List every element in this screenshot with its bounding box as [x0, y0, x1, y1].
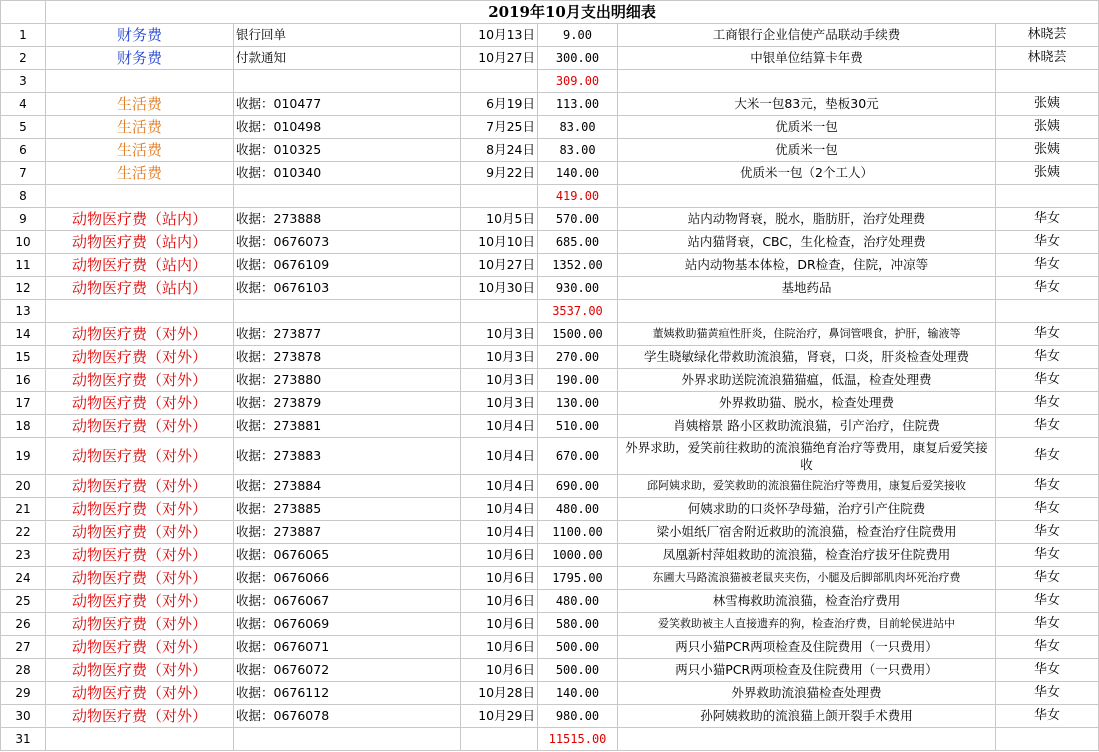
- description-cell[interactable]: 大米一包83元，垫板30元: [618, 93, 996, 116]
- receipt-cell[interactable]: 收据：273883: [234, 438, 461, 475]
- date-cell[interactable]: 10月10日: [461, 231, 538, 254]
- description-cell[interactable]: [618, 70, 996, 93]
- receipt-cell[interactable]: 收据：273880: [234, 369, 461, 392]
- amount-cell[interactable]: 140.00: [538, 682, 618, 705]
- category-cell[interactable]: 动物医疗费（对外）: [46, 369, 234, 392]
- category-cell[interactable]: 动物医疗费（站内）: [46, 231, 234, 254]
- description-cell[interactable]: 中银单位结算卡年费: [618, 47, 996, 70]
- receipt-cell[interactable]: 收据：010340: [234, 162, 461, 185]
- table-row: [1, 567, 1099, 590]
- category-cell[interactable]: 动物医疗费（对外）: [46, 323, 234, 346]
- table-row: [1, 544, 1099, 567]
- handler-cell[interactable]: 华女: [996, 415, 1099, 438]
- table-row: [1, 705, 1099, 728]
- date-cell[interactable]: [461, 728, 538, 751]
- date-cell[interactable]: 10月5日: [461, 208, 538, 231]
- description-cell[interactable]: 工商银行企业信使产品联动手续费: [618, 24, 996, 47]
- receipt-cell[interactable]: 收据：273885: [234, 498, 461, 521]
- receipt-cell[interactable]: 收据：0676078: [234, 705, 461, 728]
- table-row: [1, 323, 1099, 346]
- date-cell[interactable]: 10月3日: [461, 323, 538, 346]
- amount-cell[interactable]: 113.00: [538, 93, 618, 116]
- category-cell[interactable]: [46, 185, 234, 208]
- category-cell[interactable]: 动物医疗费（对外）: [46, 705, 234, 728]
- table-row: [1, 369, 1099, 392]
- subtotal-row: [1, 728, 1099, 751]
- receipt-cell[interactable]: 收据：010325: [234, 139, 461, 162]
- handler-cell[interactable]: 华女: [996, 567, 1099, 590]
- description-cell[interactable]: [618, 300, 996, 323]
- receipt-cell[interactable]: 收据：273877: [234, 323, 461, 346]
- handler-cell[interactable]: [996, 185, 1099, 208]
- date-cell[interactable]: 9月22日: [461, 162, 538, 185]
- table-row: [1, 93, 1099, 116]
- date-cell[interactable]: 10月6日: [461, 590, 538, 613]
- description-cell[interactable]: 邱阿姨求助，爱笑救助的流浪猫住院治疗等费用，康复后爱笑接收: [618, 475, 996, 498]
- row-index-cell[interactable]: 15: [1, 346, 46, 369]
- date-cell[interactable]: 10月6日: [461, 636, 538, 659]
- subtotal-row: [1, 300, 1099, 323]
- date-cell[interactable]: [461, 300, 538, 323]
- description-cell[interactable]: 梁小姐纸厂宿舍附近救助的流浪猫，检查治疗住院费用: [618, 521, 996, 544]
- row-index-cell[interactable]: 11: [1, 254, 46, 277]
- receipt-cell[interactable]: 收据：0676071: [234, 636, 461, 659]
- amount-cell[interactable]: 1100.00: [538, 521, 618, 544]
- handler-cell[interactable]: 华女: [996, 346, 1099, 369]
- row-index-cell[interactable]: 19: [1, 438, 46, 475]
- handler-cell[interactable]: [996, 728, 1099, 751]
- date-cell[interactable]: 7月25日: [461, 116, 538, 139]
- subtotal-amount-cell[interactable]: 309.00: [538, 70, 618, 93]
- handler-cell[interactable]: 张姨: [996, 139, 1099, 162]
- date-cell[interactable]: [461, 70, 538, 93]
- date-cell[interactable]: 10月3日: [461, 392, 538, 415]
- date-cell[interactable]: 10月6日: [461, 613, 538, 636]
- row-index-cell[interactable]: 9: [1, 208, 46, 231]
- receipt-cell[interactable]: [234, 728, 461, 751]
- receipt-cell[interactable]: 收据：0676103: [234, 277, 461, 300]
- category-cell[interactable]: 动物医疗费（对外）: [46, 392, 234, 415]
- description-cell[interactable]: 站内动物肾衰，脱水，脂肪肝，治疗处理费: [618, 208, 996, 231]
- row-index-cell[interactable]: 26: [1, 613, 46, 636]
- receipt-cell[interactable]: 收据：0676073: [234, 231, 461, 254]
- description-cell[interactable]: 外界求助送院流浪猫猫瘟，低温，检查处理费: [618, 369, 996, 392]
- handler-cell[interactable]: 华女: [996, 521, 1099, 544]
- description-cell[interactable]: 凤凰新村萍姐救助的流浪猫，检查治疗拔牙住院费用: [618, 544, 996, 567]
- receipt-cell[interactable]: 收据：273887: [234, 521, 461, 544]
- receipt-cell[interactable]: 收据：010477: [234, 93, 461, 116]
- amount-cell[interactable]: 570.00: [538, 208, 618, 231]
- category-cell[interactable]: 动物医疗费（站内）: [46, 208, 234, 231]
- handler-cell[interactable]: 华女: [996, 544, 1099, 567]
- title-row: [1, 1, 1099, 24]
- description-cell[interactable]: 优质米一包: [618, 139, 996, 162]
- description-cell[interactable]: 优质米一包（2个工人）: [618, 162, 996, 185]
- handler-cell[interactable]: 华女: [996, 705, 1099, 728]
- table-row: [1, 139, 1099, 162]
- date-cell[interactable]: 10月4日: [461, 415, 538, 438]
- amount-cell[interactable]: 500.00: [538, 659, 618, 682]
- subtotal-amount-cell[interactable]: 3537.00: [538, 300, 618, 323]
- category-cell[interactable]: 动物医疗费（对外）: [46, 544, 234, 567]
- description-cell[interactable]: 优质米一包: [618, 116, 996, 139]
- description-cell[interactable]: 肖姨榕景 路小区救助流浪猫，引产治疗，住院费: [618, 415, 996, 438]
- table-row: [1, 162, 1099, 185]
- table-row: [1, 659, 1099, 682]
- category-cell[interactable]: 动物医疗费（站内）: [46, 277, 234, 300]
- amount-cell[interactable]: 480.00: [538, 498, 618, 521]
- category-cell[interactable]: 动物医疗费（对外）: [46, 415, 234, 438]
- date-cell[interactable]: [461, 185, 538, 208]
- date-cell[interactable]: 10月30日: [461, 277, 538, 300]
- receipt-cell[interactable]: [234, 70, 461, 93]
- row-index-cell[interactable]: 14: [1, 323, 46, 346]
- date-cell[interactable]: 6月19日: [461, 93, 538, 116]
- receipt-cell[interactable]: 收据：0676065: [234, 544, 461, 567]
- date-cell[interactable]: 10月3日: [461, 369, 538, 392]
- receipt-cell[interactable]: 收据：010498: [234, 116, 461, 139]
- description-cell[interactable]: 东圃大马路流浪猫被老鼠夹夹伤，小腿及后脚部肌肉坏死治疗费: [618, 567, 996, 590]
- table-row: [1, 392, 1099, 415]
- receipt-cell[interactable]: 收据：273888: [234, 208, 461, 231]
- subtotal-amount-cell[interactable]: 419.00: [538, 185, 618, 208]
- row-index-cell[interactable]: 17: [1, 392, 46, 415]
- row-index-cell[interactable]: 18: [1, 415, 46, 438]
- description-cell[interactable]: 林雪梅救助流浪猫，检查治疗费用: [618, 590, 996, 613]
- table-row: [1, 231, 1099, 254]
- date-cell[interactable]: 10月4日: [461, 438, 538, 475]
- row-index-cell[interactable]: 31: [1, 728, 46, 751]
- handler-cell[interactable]: 张姨: [996, 93, 1099, 116]
- category-cell[interactable]: 动物医疗费（对外）: [46, 475, 234, 498]
- category-cell[interactable]: 动物医疗费（对外）: [46, 590, 234, 613]
- receipt-cell[interactable]: [234, 300, 461, 323]
- handler-cell[interactable]: 华女: [996, 323, 1099, 346]
- table-row: [1, 47, 1099, 70]
- table-row: [1, 24, 1099, 47]
- table-row: [1, 521, 1099, 544]
- amount-cell[interactable]: 930.00: [538, 277, 618, 300]
- category-cell[interactable]: 动物医疗费（对外）: [46, 659, 234, 682]
- amount-cell[interactable]: 1352.00: [538, 254, 618, 277]
- category-cell[interactable]: 动物医疗费（对外）: [46, 346, 234, 369]
- row-index-cell[interactable]: 13: [1, 300, 46, 323]
- amount-cell[interactable]: 140.00: [538, 162, 618, 185]
- handler-cell[interactable]: 华女: [996, 231, 1099, 254]
- amount-cell[interactable]: 685.00: [538, 231, 618, 254]
- row-index-cell[interactable]: 16: [1, 369, 46, 392]
- category-cell[interactable]: 动物医疗费（对外）: [46, 613, 234, 636]
- category-cell[interactable]: 财务费: [46, 47, 234, 70]
- receipt-cell[interactable]: 收据：0676109: [234, 254, 461, 277]
- subtotal-row: [1, 70, 1099, 93]
- handler-cell[interactable]: 华女: [996, 682, 1099, 705]
- receipt-cell[interactable]: 收据：0676069: [234, 613, 461, 636]
- description-cell[interactable]: [618, 185, 996, 208]
- description-cell[interactable]: 外界救助流浪猫检查处理费: [618, 682, 996, 705]
- handler-cell[interactable]: 华女: [996, 636, 1099, 659]
- row-index-cell[interactable]: 6: [1, 139, 46, 162]
- table-row: [1, 415, 1099, 438]
- category-cell[interactable]: 动物医疗费（对外）: [46, 636, 234, 659]
- table-row: [1, 475, 1099, 498]
- category-cell[interactable]: 动物医疗费（对外）: [46, 567, 234, 590]
- handler-cell[interactable]: 华女: [996, 277, 1099, 300]
- handler-cell[interactable]: 林晓芸: [996, 24, 1099, 47]
- description-cell[interactable]: 两只小猫PCR两项检查及住院费用（一只费用）: [618, 636, 996, 659]
- amount-cell[interactable]: 83.00: [538, 139, 618, 162]
- handler-cell[interactable]: 华女: [996, 590, 1099, 613]
- amount-cell[interactable]: 190.00: [538, 369, 618, 392]
- table-row: [1, 438, 1099, 475]
- date-cell[interactable]: 10月3日: [461, 346, 538, 369]
- description-cell[interactable]: 站内猫肾衰，CBC，生化检查，治疗处理费: [618, 231, 996, 254]
- receipt-cell[interactable]: 银行回单: [234, 24, 461, 47]
- receipt-cell[interactable]: 收据：0676066: [234, 567, 461, 590]
- date-cell[interactable]: 10月28日: [461, 682, 538, 705]
- amount-cell[interactable]: 500.00: [538, 636, 618, 659]
- date-cell[interactable]: 10月27日: [461, 254, 538, 277]
- description-cell[interactable]: 董姨救助猫黄疸性肝炎，住院治疗，鼻饲管喂食，护肝，输液等: [618, 323, 996, 346]
- category-cell[interactable]: 动物医疗费（对外）: [46, 521, 234, 544]
- handler-cell[interactable]: 华女: [996, 613, 1099, 636]
- row-index-cell[interactable]: 24: [1, 567, 46, 590]
- subtotal-row: [1, 185, 1099, 208]
- table-row: [1, 636, 1099, 659]
- category-cell[interactable]: [46, 728, 234, 751]
- date-cell[interactable]: 10月4日: [461, 521, 538, 544]
- receipt-cell[interactable]: 付款通知: [234, 47, 461, 70]
- description-cell[interactable]: 爱笑救助被主人直接遗弃的狗，检查治疗费，目前轮侯进站中: [618, 613, 996, 636]
- handler-cell[interactable]: 张姨: [996, 116, 1099, 139]
- handler-cell[interactable]: 张姨: [996, 162, 1099, 185]
- row-index-cell[interactable]: 10: [1, 231, 46, 254]
- handler-cell[interactable]: 华女: [996, 438, 1099, 475]
- date-cell[interactable]: 10月6日: [461, 544, 538, 567]
- category-cell[interactable]: 生活费: [46, 93, 234, 116]
- description-cell[interactable]: 外界救助猫、脱水，检查处理费: [618, 392, 996, 415]
- receipt-cell[interactable]: 收据：0676072: [234, 659, 461, 682]
- subtotal-amount-cell[interactable]: 11515.00: [538, 728, 618, 751]
- amount-cell[interactable]: 130.00: [538, 392, 618, 415]
- handler-cell[interactable]: [996, 70, 1099, 93]
- row-index-cell[interactable]: 8: [1, 185, 46, 208]
- description-cell[interactable]: 孙阿姨救助的流浪猫上颌开裂手术费用: [618, 705, 996, 728]
- description-cell[interactable]: 外界求助，爱笑前往救助的流浪猫绝育治疗等费用，康复后爱笑接收: [618, 438, 996, 475]
- row-index-cell[interactable]: 21: [1, 498, 46, 521]
- category-cell[interactable]: 财务费: [46, 24, 234, 47]
- amount-cell[interactable]: 1795.00: [538, 567, 618, 590]
- description-cell[interactable]: [618, 728, 996, 751]
- handler-cell[interactable]: 林晓芸: [996, 47, 1099, 70]
- description-cell[interactable]: 站内动物基本体检，DR检查，住院，冲凉等: [618, 254, 996, 277]
- title-row-index-cell[interactable]: [1, 1, 46, 24]
- amount-cell[interactable]: 1500.00: [538, 323, 618, 346]
- row-index-cell[interactable]: 28: [1, 659, 46, 682]
- table-row: [1, 254, 1099, 277]
- row-index-cell[interactable]: 2: [1, 47, 46, 70]
- row-index-cell[interactable]: 1: [1, 24, 46, 47]
- handler-cell[interactable]: 华女: [996, 498, 1099, 521]
- handler-cell[interactable]: 华女: [996, 208, 1099, 231]
- receipt-cell[interactable]: [234, 185, 461, 208]
- handler-cell[interactable]: 华女: [996, 254, 1099, 277]
- handler-cell[interactable]: 华女: [996, 392, 1099, 415]
- date-cell[interactable]: 10月4日: [461, 498, 538, 521]
- amount-cell[interactable]: 580.00: [538, 613, 618, 636]
- receipt-cell[interactable]: 收据：0676067: [234, 590, 461, 613]
- category-cell[interactable]: 生活费: [46, 162, 234, 185]
- date-cell[interactable]: 10月13日: [461, 24, 538, 47]
- row-index-cell[interactable]: 30: [1, 705, 46, 728]
- category-cell[interactable]: 动物医疗费（对外）: [46, 682, 234, 705]
- description-cell[interactable]: 何姨求助的口炎怀孕母猫，治疗引产住院费: [618, 498, 996, 521]
- handler-cell[interactable]: [996, 300, 1099, 323]
- row-index-cell[interactable]: 7: [1, 162, 46, 185]
- date-cell[interactable]: 10月27日: [461, 47, 538, 70]
- table-row: [1, 682, 1099, 705]
- receipt-cell[interactable]: 收据：273878: [234, 346, 461, 369]
- table-row: [1, 498, 1099, 521]
- row-index-cell[interactable]: 4: [1, 93, 46, 116]
- date-cell[interactable]: 10月4日: [461, 475, 538, 498]
- table-row: [1, 277, 1099, 300]
- amount-cell[interactable]: 980.00: [538, 705, 618, 728]
- receipt-cell[interactable]: 收据：273881: [234, 415, 461, 438]
- amount-cell[interactable]: 480.00: [538, 590, 618, 613]
- row-index-cell[interactable]: 22: [1, 521, 46, 544]
- category-cell[interactable]: [46, 300, 234, 323]
- handler-cell[interactable]: 华女: [996, 659, 1099, 682]
- row-index-cell[interactable]: 23: [1, 544, 46, 567]
- table-row: [1, 590, 1099, 613]
- table-row: [1, 613, 1099, 636]
- date-cell[interactable]: 8月24日: [461, 139, 538, 162]
- description-cell[interactable]: 学生晓敏绿化带救助流浪猫，肾衰，口炎，肝炎检查处理费: [618, 346, 996, 369]
- amount-cell[interactable]: 1000.00: [538, 544, 618, 567]
- category-cell[interactable]: 动物医疗费（对外）: [46, 498, 234, 521]
- receipt-cell[interactable]: 收据：273884: [234, 475, 461, 498]
- handler-cell[interactable]: 华女: [996, 475, 1099, 498]
- row-index-cell[interactable]: 5: [1, 116, 46, 139]
- amount-cell[interactable]: 670.00: [538, 438, 618, 475]
- date-cell[interactable]: 10月6日: [461, 659, 538, 682]
- description-cell[interactable]: 两只小猫PCR两项检查及住院费用（一只费用）: [618, 659, 996, 682]
- category-cell[interactable]: [46, 70, 234, 93]
- description-cell[interactable]: 基地药品: [618, 277, 996, 300]
- date-cell[interactable]: 10月29日: [461, 705, 538, 728]
- row-index-cell[interactable]: 3: [1, 70, 46, 93]
- table-row: [1, 116, 1099, 139]
- category-cell[interactable]: 生活费: [46, 116, 234, 139]
- category-cell[interactable]: 动物医疗费（对外）: [46, 438, 234, 475]
- row-index-cell[interactable]: 20: [1, 475, 46, 498]
- table-row: [1, 346, 1099, 369]
- row-index-cell[interactable]: 25: [1, 590, 46, 613]
- amount-cell[interactable]: 270.00: [538, 346, 618, 369]
- category-cell[interactable]: 生活费: [46, 139, 234, 162]
- date-cell[interactable]: 10月6日: [461, 567, 538, 590]
- amount-cell[interactable]: 83.00: [538, 116, 618, 139]
- category-cell[interactable]: 动物医疗费（站内）: [46, 254, 234, 277]
- receipt-cell[interactable]: 收据：273879: [234, 392, 461, 415]
- receipt-cell[interactable]: 收据：0676112: [234, 682, 461, 705]
- amount-cell[interactable]: 9.00: [538, 24, 618, 47]
- amount-cell[interactable]: 690.00: [538, 475, 618, 498]
- row-index-cell[interactable]: 27: [1, 636, 46, 659]
- table-row: [1, 208, 1099, 231]
- sheet-title[interactable]: 2019年10月支出明细表: [46, 1, 1099, 24]
- amount-cell[interactable]: 510.00: [538, 415, 618, 438]
- row-index-cell[interactable]: 12: [1, 277, 46, 300]
- handler-cell[interactable]: 华女: [996, 369, 1099, 392]
- row-index-cell[interactable]: 29: [1, 682, 46, 705]
- amount-cell[interactable]: 300.00: [538, 47, 618, 70]
